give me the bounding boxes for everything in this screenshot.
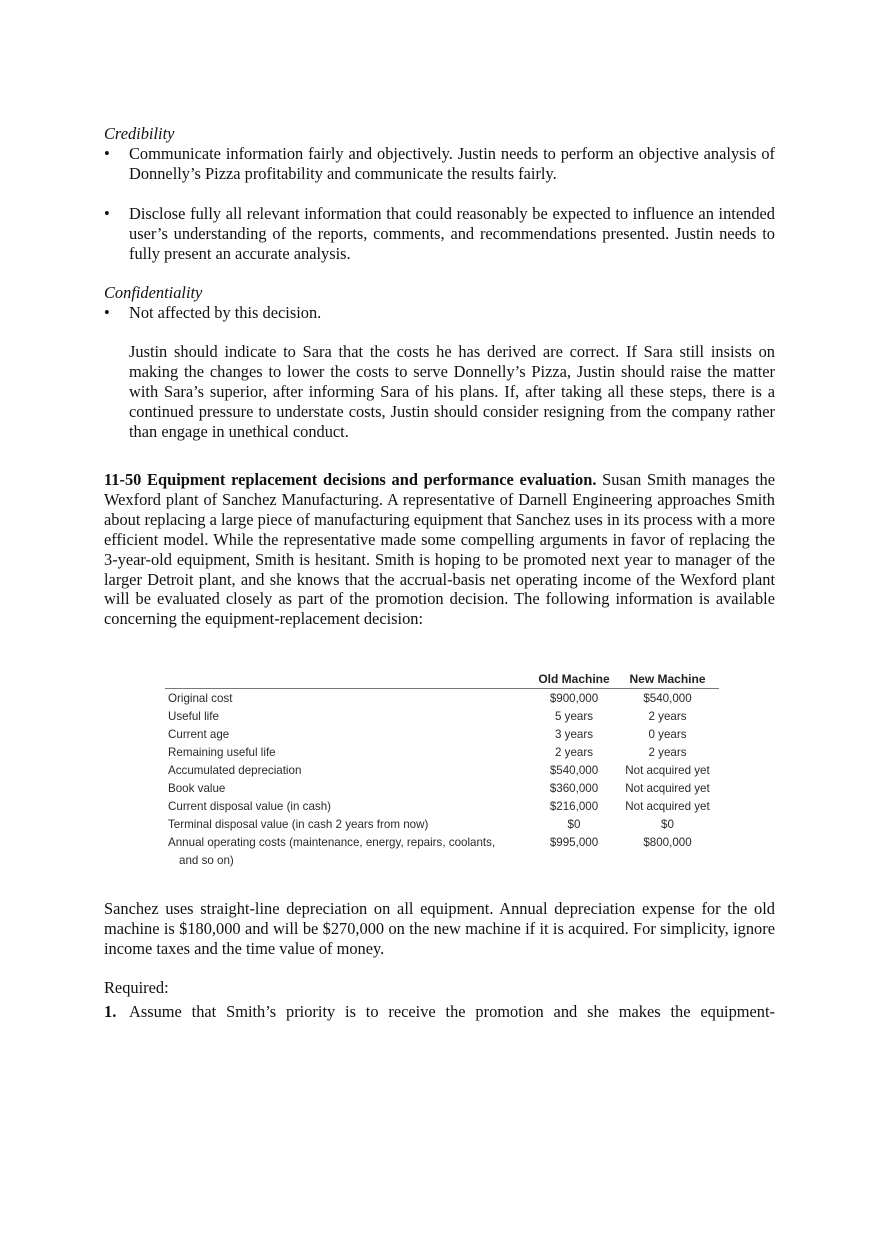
- problem-title: 11-50 Equipment replacement decisions and performance evaluation.: [104, 470, 597, 489]
- row-label: Annual operating costs (maintenance, energy, repairs, coolants,: [168, 836, 496, 849]
- new-value: Not acquired yet: [625, 764, 710, 777]
- old-value: $360,000: [549, 782, 599, 795]
- new-value: Not acquired yet: [625, 782, 710, 795]
- row-label: Current disposal value (in cash): [168, 800, 332, 813]
- header-rule: [165, 688, 719, 689]
- old-value: $995,000: [549, 836, 599, 849]
- old-value: $900,000: [549, 692, 599, 705]
- new-value: 0 years: [648, 728, 687, 741]
- new-value: $800,000: [643, 836, 692, 849]
- required-label: Required:: [104, 978, 169, 997]
- row-label: Terminal disposal value (in cash 2 years from now): [168, 818, 429, 831]
- problem-body: Susan Smith manages the Wexford plant of Sanchez Manufacturing. A representative of Darnell Engineering approaches Smith about replacing a large piece of manufacturing equipment that Sanchez uses in its process with a more efficient model. While the representative made some compelling arguments in favor of replacing the 3-year-old equipment, Smith is hesitant. Smith is hoping to be promoted next year to manager of the larger Detroit plant, and she knows that the accrual-basis net operating income of the Wexford plant will be evaluated closely as part of the promotion decision. The following information is available concerning the equipment-replacement decision:: [104, 470, 775, 629]
- row-label: Accumulated depreciation: [168, 764, 302, 777]
- table-row: [165, 764, 725, 782]
- table-row: [165, 800, 725, 818]
- old-value: $0: [567, 818, 581, 831]
- row-label: Remaining useful life: [168, 746, 276, 759]
- row-label: Book value: [168, 782, 226, 795]
- table-row: [165, 728, 725, 746]
- bullet-marker: •: [104, 144, 110, 163]
- confidentiality-bullet-1: Not affected by this decision.: [129, 303, 322, 322]
- confidentiality-paragraph: Justin should indicate to Sara that the costs he has derived are correct. If Sara still insists on making the changes to lower the costs to serve Donnelly’s Pizza, Justin should raise the matter with Sara’s superior, after informing Sara of his plans. If, after taking all these steps, there is a continued pressure to understate costs, Justin should consider resigning from the company rather than engage in unethical conduct.: [129, 342, 775, 441]
- old-value: 5 years: [554, 710, 594, 723]
- new-value: $0: [661, 818, 674, 831]
- new-value: 2 years: [648, 710, 687, 723]
- table-row: [165, 692, 725, 710]
- confidentiality-heading: Confidentiality: [104, 283, 203, 302]
- problem-paragraph: [104, 470, 775, 629]
- old-value: 2 years: [554, 746, 594, 759]
- credibility-heading: Credibility: [104, 124, 175, 143]
- table-row: [165, 710, 725, 728]
- old-value: $216,000: [549, 800, 599, 813]
- table-row: [165, 836, 725, 872]
- old-value: $540,000: [549, 764, 599, 777]
- column-header-old-machine: Old Machine: [538, 672, 610, 686]
- credibility-bullet-2: Disclose fully all relevant information that could reasonably be expected to influence an intended user’s understanding of the reports, comments, and recommendations presented. Justin needs to fully present an accurate analysis.: [129, 204, 775, 263]
- row-label: Useful life: [168, 710, 219, 723]
- column-header-new-machine: New Machine: [629, 672, 706, 686]
- new-value: Not acquired yet: [625, 800, 710, 813]
- after-table-paragraph: Sanchez uses straight-line depreciation on all equipment. Annual depreciation expense for the old machine is $180,000 and will be $270,000 on the new machine if it is acquired. For simplicity, ignore income taxes and the time value of money.: [104, 899, 775, 958]
- table-row: [165, 782, 725, 800]
- row-label: Original cost: [168, 692, 233, 705]
- row-label: Current age: [168, 728, 230, 741]
- new-value: $540,000: [643, 692, 692, 705]
- old-value: 3 years: [554, 728, 594, 741]
- bullet-marker: •: [104, 303, 110, 322]
- required-item-number: 1.: [104, 1002, 117, 1021]
- table-row: [165, 746, 725, 764]
- bullet-marker: •: [104, 204, 110, 223]
- required-item-1: Assume that Smith’s priority is to receive the promotion and she makes the equipment-: [129, 1002, 775, 1021]
- table-row: [165, 818, 725, 836]
- new-value: 2 years: [648, 746, 687, 759]
- row-label-continued: and so on): [179, 854, 234, 867]
- credibility-bullet-1: Communicate information fairly and objectively. Justin needs to perform an objective analysis of Donnelly’s Pizza profitability and communicate the results fairly.: [129, 144, 775, 183]
